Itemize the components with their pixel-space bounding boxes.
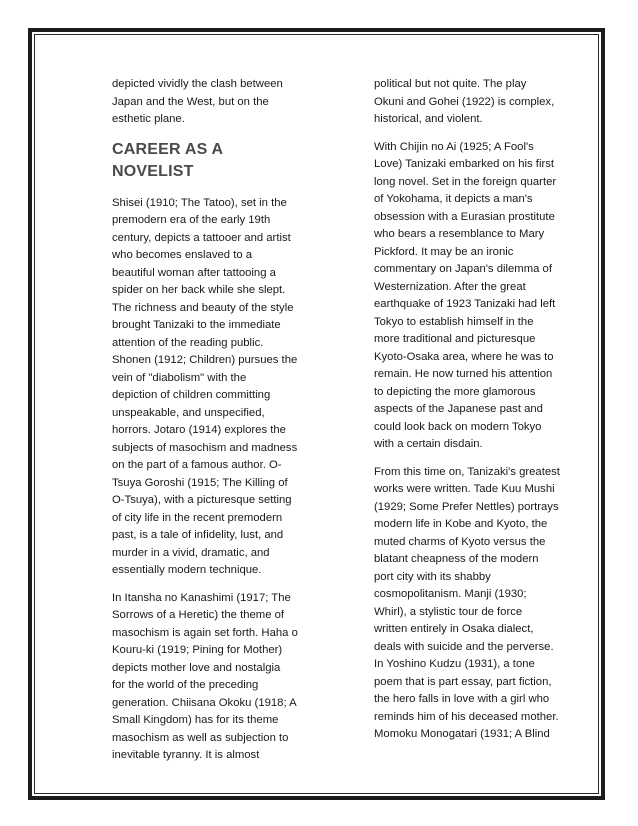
- paragraph-okuni: political but not quite. The play Okuni and Gohei (1922) is complex, historical, and violent.: [374, 78, 555, 125]
- section-heading: CAREER AS A NOVELIST: [112, 140, 223, 180]
- paragraph-chijin: With Chijin no Ai (1925; A Fool's Love) Tanizaki embarked on his first long novel. Set in the foreign quarter of Yokohama, it depicts a man's obsession with a Eurasian prostitute who bears a resemblance to Mary Pickford. It may be an ironic commentary on Japan's dilemma of Westernization. After the great earthquake of 1923 Tanizaki had left Tokyo to establish himself in the more traditional and picturesque Kyoto-Osaka area, where he was to remain. He now turned his attention to depicting the more glamorous aspects of the Japanese past and could look back on modern Tokyo with a certain disdain.: [374, 140, 557, 450]
- paragraph-shisei: Shisei (1910; The Tatoo), set in the premodern era of the early 19th century, depicts a tattooer and artist who becomes enslaved to a beautiful woman after tattooing a spider on her back while she slept. The richness and beauty of the style brought Tanizaki to the immediate attention of the reading public. Shonen (1912; Children) pursues the vein of "diabolism" with the depiction of children committing unspeakable, and unspecified, horrors. Jotaro (1914) explores the subjects of masochism and madness on the part of a famous author. O- Tsuya Goroshi (1915; The Killing of O-Tsuya), with a picturesque setting of city life in the recent premodern past, is a tale of infidelity, lust, and murder in a vivid, dramatic, and essentially modern technique.: [112, 196, 298, 576]
- right-column: [374, 76, 570, 754]
- intro-paragraph: depicted vividly the clash between Japan and the West, but on the esthetic plane.: [112, 78, 283, 125]
- paragraph-itansha: In Itansha no Kanashimi (1917; The Sorrows of a Heretic) the theme of masochism is again set forth. Haha o Kouru-ki (1919; Pining for Mother) depicts mother love and nostalgia for the world of the preceding generation. Chiisana Okoku (1918; A Small Kingdom) has for its theme masochism as well as subjection to inevitable tyranny. It is almost: [112, 591, 298, 761]
- left-column: [112, 76, 304, 775]
- paragraph-greatest-works: From this time on, Tanizaki's greatest works were written. Tade Kuu Mushi (1929; Some Prefer Nettles) portrays modern life in Kobe and Kyoto, the muted charms of Kyoto versus the blatant cheapness of the modern port city with its shabby cosmopolitanism. Manji (1930; Whirl), a stylistic tour de force written entirely in Osaka dialect, deals with suicide and the perverse. In Yoshino Kudzu (1931), a tone poem that is part essay, part fiction, the hero falls in love with a girl who reminds him of his deceased mother. Momoku Monogatari (1931; A Blind: [374, 465, 560, 740]
